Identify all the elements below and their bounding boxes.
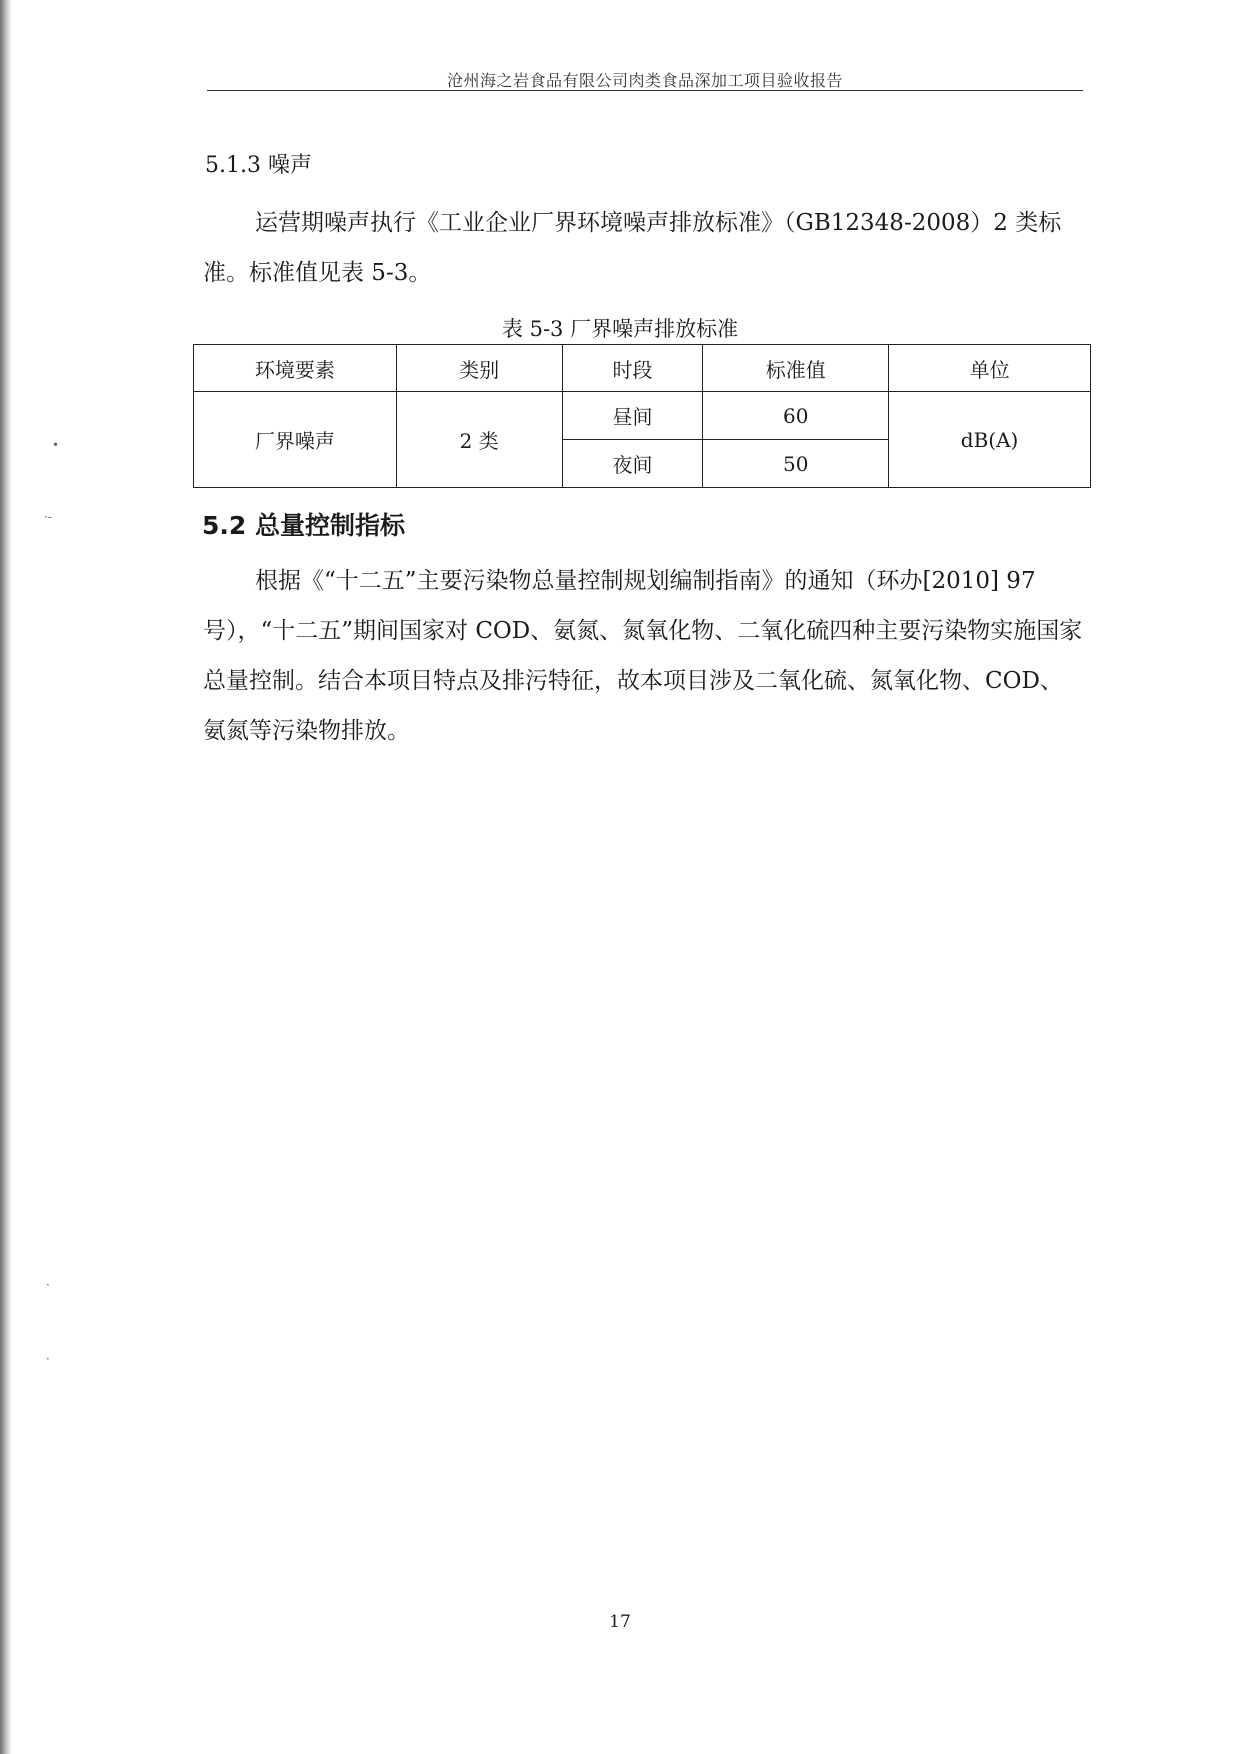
table-caption: 表 5-3 厂界噪声排放标准 xyxy=(501,317,739,341)
scan-speck: ·- xyxy=(44,510,52,524)
cell-period-night: 夜间 xyxy=(562,440,703,488)
section-513-paragraph: 运营期噪声执行《工业企业厂界环境噪声排放标准》（GB12348-2008）2 类标准。标准值见表 5-3。 xyxy=(203,210,1062,286)
scan-speck: · xyxy=(46,1352,50,1366)
cell-unit: dB(A) xyxy=(889,392,1091,488)
scan-edge-shadow xyxy=(0,0,12,1754)
header-env-element: 环境要素 xyxy=(194,345,397,392)
scan-speck: · xyxy=(46,1278,50,1292)
header-rule xyxy=(207,90,1083,91)
cell-category: 2 类 xyxy=(396,392,562,488)
page-number: 17 xyxy=(609,1612,631,1632)
section-52-paragraph: 根据《“十二五”主要污染物总量控制规划编制指南》的通知（环办[2010] 97 号），“十二五”期间国家对 COD、氨氮、氮氧化物、二氧化硫四种主要污染物实施国家总量控制。结合本项目特点及排污特征，故本项目涉及二氧化硫、氮氧化物、COD、氨氮等污染物排放。 xyxy=(203,568,1083,744)
section-513-heading: 5.1.3 噪声 xyxy=(205,153,312,178)
section-52-heading: 5.2 总量控制指标 xyxy=(202,511,405,540)
running-header: 沧州海之岩食品有限公司肉类食品深加工项目验收报告 xyxy=(446,71,843,90)
noise-standard-table xyxy=(193,344,1091,488)
cell-env-element: 厂界噪声 xyxy=(194,392,397,488)
scan-speck: • xyxy=(52,438,60,452)
header-category: 类别 xyxy=(396,345,562,392)
header-period: 时段 xyxy=(562,345,703,392)
table-header-row xyxy=(194,345,1091,392)
header-standard-value: 标准值 xyxy=(703,345,889,392)
table-row xyxy=(194,392,1091,440)
cell-period-day: 昼间 xyxy=(562,392,703,440)
header-unit: 单位 xyxy=(889,345,1091,392)
cell-value-day: 60 xyxy=(703,392,889,440)
cell-value-night: 50 xyxy=(703,440,889,488)
